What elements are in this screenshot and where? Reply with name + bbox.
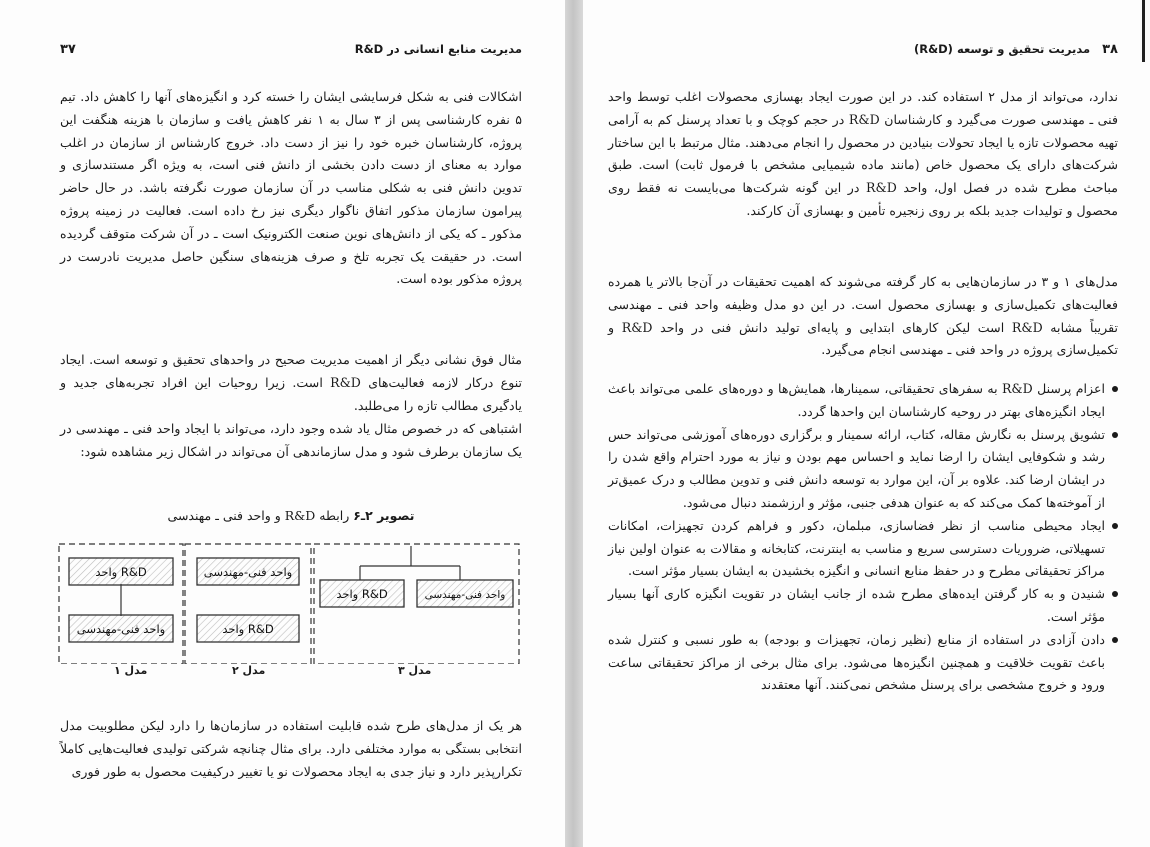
figure-caption-number: تصویر ۲ـ۶: [353, 508, 415, 523]
right-paragraph-1: ندارد، می‌تواند از مدل ۲ استفاده کند. در این صورت ایجاد بهسازی محصولات اغلب توسط واحد فنی ـ مهندسی صورت می‌گیرد و کارشناسان R&D در حجم کوچک و با تعداد پرسنل کم به آرامی تهیه محصولات تازه یا ایجاد تحولات بنیادین در محصول را انجام می‌دهند. مثال مرتبط با این ساختار شرکت‌های دارای یک محصول خاص (مانند ماده شیمیایی مشخص با فرمول ثابت) است. طبق مباحث مطرح شده در فصل اول، واحد R&D در این گونه شرکت‌ها می‌بایست نه فقط روی محصول و تولیدات جدید بلکه بر روی زنجیره تأمین و بهسازی آن کارکند.: [608, 89, 1118, 218]
model-2-rd-label: واحد R&D: [222, 622, 274, 636]
model-3-rd-label: واحد R&D: [336, 587, 388, 601]
right-header-title: مدیریت تحقیق و توسعه: [956, 42, 1091, 56]
bullet-item: شنیدن و به کار گرفتن ایده‌های مطرح شده از جانب ایشان در تقویت انگیزه کاری آنها بسیار مؤثر است.: [608, 583, 1118, 629]
left-paragraph-2: مثال فوق نشانی دیگر از اهمیت مدیریت صحیح در واحدهای تحقیق و توسعه است. ایجاد تنوع درکار لازمه فعالیت‌های R&D است. زیرا روحیات این افراد تجربه‌های جدید و یادگیری مطالب تازه را می‌طلبد.: [60, 352, 523, 413]
bullet-item: تشویق پرسنل به نگارش مقاله، کتاب، ارائه سمینار و برگزاری دوره‌های آموزشی می‌تواند حس رشد و شکوفایی ایشان را ارضا نماید و احساس مهم بودن و نیاز به مورد احترام واقع شدن را در ایشان ارضا کند. علاوه بر آن، این موارد به توسعه دانش فنی و تدوین مطالب و درک عمیق‌تر از آموخته‌ها کمک می‌کند که به عنوان هدفی جنبی، مؤثر و ارزشمند دنبال می‌شود.: [608, 424, 1118, 515]
model-1-rd-label: واحد R&D: [95, 565, 147, 579]
right-page: [583, 0, 1150, 847]
figure-caption-text: رابطه R&D و واحد فنی ـ مهندسی: [167, 508, 350, 523]
left-paragraph-4: هر یک از مدل‌های طرح شده قابلیت استفاده در سازمان‌ها را دارد لیکن مطلوبیت مدل انتخابی بستگی به موارد مختلفی دارد. برای مثال چنانچه شرکتی تولیدی فعالیت‌هایی کاملاً تکرارپذیر دارد و نیاز جدی به ایجاد محصولات نو یا تغییر درکیفیت محصول به طور فوری: [60, 718, 522, 779]
left-page: [0, 0, 565, 847]
left-header-title-latin: R&D: [354, 42, 384, 56]
right-paragraph-2: مدل‌های ۱ و ۳ در سازمان‌هایی به کار گرفته می‌شوند که اهمیت تحقیقات در آن‌جا بالاتر یا همرده فعالیت‌های تکمیل‌سازی و بهسازی محصول است. در این دو مدل وظیفه واحد فنی ـ مهندسی تقریباً مشابه R&D است لیکن کارهای ابتدایی و پایه‌ای تولید دانش فنی در واحد R&D و تکمیل‌سازی پروژه در واحد فنی ـ مهندسی انجام می‌گیرد.: [608, 274, 1118, 358]
bullet-item: ایجاد محیطی مناسب از نظر فضاسازی، مبلمان، دکور و فراهم کردن تجهیزات، امکانات تسهیلاتی، ضروریات دسترسی سریع و مناسب به اینترنت، کتابخانه و مقالات به عنوان اولین نیاز مراکز تحقیقاتی مطرح و در حفظ منابع انسانی و انگیزه بخشیدن به ایشان بسیار مؤثر است.: [608, 515, 1118, 583]
model-3-caption: مدل ۳: [398, 664, 432, 677]
book-gutter: [565, 0, 583, 847]
page-edge-mark: [1142, 0, 1145, 62]
model-3-eng-label: واحد فنی-مهندسی: [424, 589, 506, 601]
right-page-number: ۳۸: [1102, 42, 1118, 57]
left-paragraph-3: اشتباهی که در خصوص مثال یاد شده وجود دارد، می‌تواند با ایجاد واحد فنی ـ مهندسی در یک سازمان برطرف شود و مدل سازماندهی آن می‌تواند در اشکال زیر مشاهده شود:: [60, 421, 522, 459]
bullet-item: دادن آزادی در استفاده از منابع (نظیر زمان، تجهیزات و بودجه) به طور نسبی و کنترل شده باعث تقویت خلاقیت و همچنین انگیزه‌ها می‌شود. برای مثال برخی از مراکز تحقیقاتی ساعت ورود و خروج مشخصی برای پرسنل مشخص نمی‌کنند. آنها معتقدند: [608, 629, 1118, 697]
right-bullet-list: [608, 378, 1118, 697]
left-page-number: ۳۷: [60, 42, 76, 57]
bullet-item: اعزام پرسنل R&D به سفرهای تحقیقاتی، سمینارها، همایش‌ها و دوره‌های علمی می‌تواند باعث ایجاد انگیزه‌های بهتر در روحیه کارشناسان این واحدها گردد.: [608, 378, 1118, 424]
model-2-eng-label: واحد فنی-مهندسی: [203, 565, 293, 579]
left-page-header: [60, 42, 522, 57]
rd-model-diagram: [55, 536, 525, 664]
right-page-header: [608, 42, 1118, 57]
model-1-caption: مدل ۱: [114, 664, 148, 677]
model-1-eng-label: واحد فنی-مهندسی: [76, 622, 166, 636]
right-header-title-latin: (R&D): [914, 42, 953, 56]
left-paragraph-1: اشکالات فنی به شکل فرسایشی ایشان را خسته کرد و انگیزه‌های آنها را کاهش داد. تیم ۵ نفره کارشناسی پس از ۳ سال به ۱ نفر کاهش یافت و سازمان با هزینه هنگفت این پروژه، کارشناسان خبره خود را نیز از دست داد. خروج کارشناس از سازمان در اغلب موارد به معنای از دست دادن بخشی از دانش فنی است، به ویژه اگر مستندسازی و تدوین دانش فنی به شکلی مناسب در آن سازمان صورت نگرفته باشد. در حال حاضر پیرامون سازمان مذکور اتفاق ناگوار دیگری نیز رخ داده است. فعالیت در زمینه پروژه مذکور ـ که یکی از دانش‌های نوین صنعت الکترونیک است ـ در آن شرکت متوقف گردیده است. در حقیقت یک تجربه تلخ و صرف هزینه‌های سنگین حاصل مدیریت نادرست در پروژه مذکور بوده است.: [60, 89, 522, 287]
left-header-title: مدیریت منابع انسانی در: [387, 42, 522, 56]
model-2-caption: مدل ۲: [232, 664, 266, 677]
figure-caption: [60, 508, 522, 523]
